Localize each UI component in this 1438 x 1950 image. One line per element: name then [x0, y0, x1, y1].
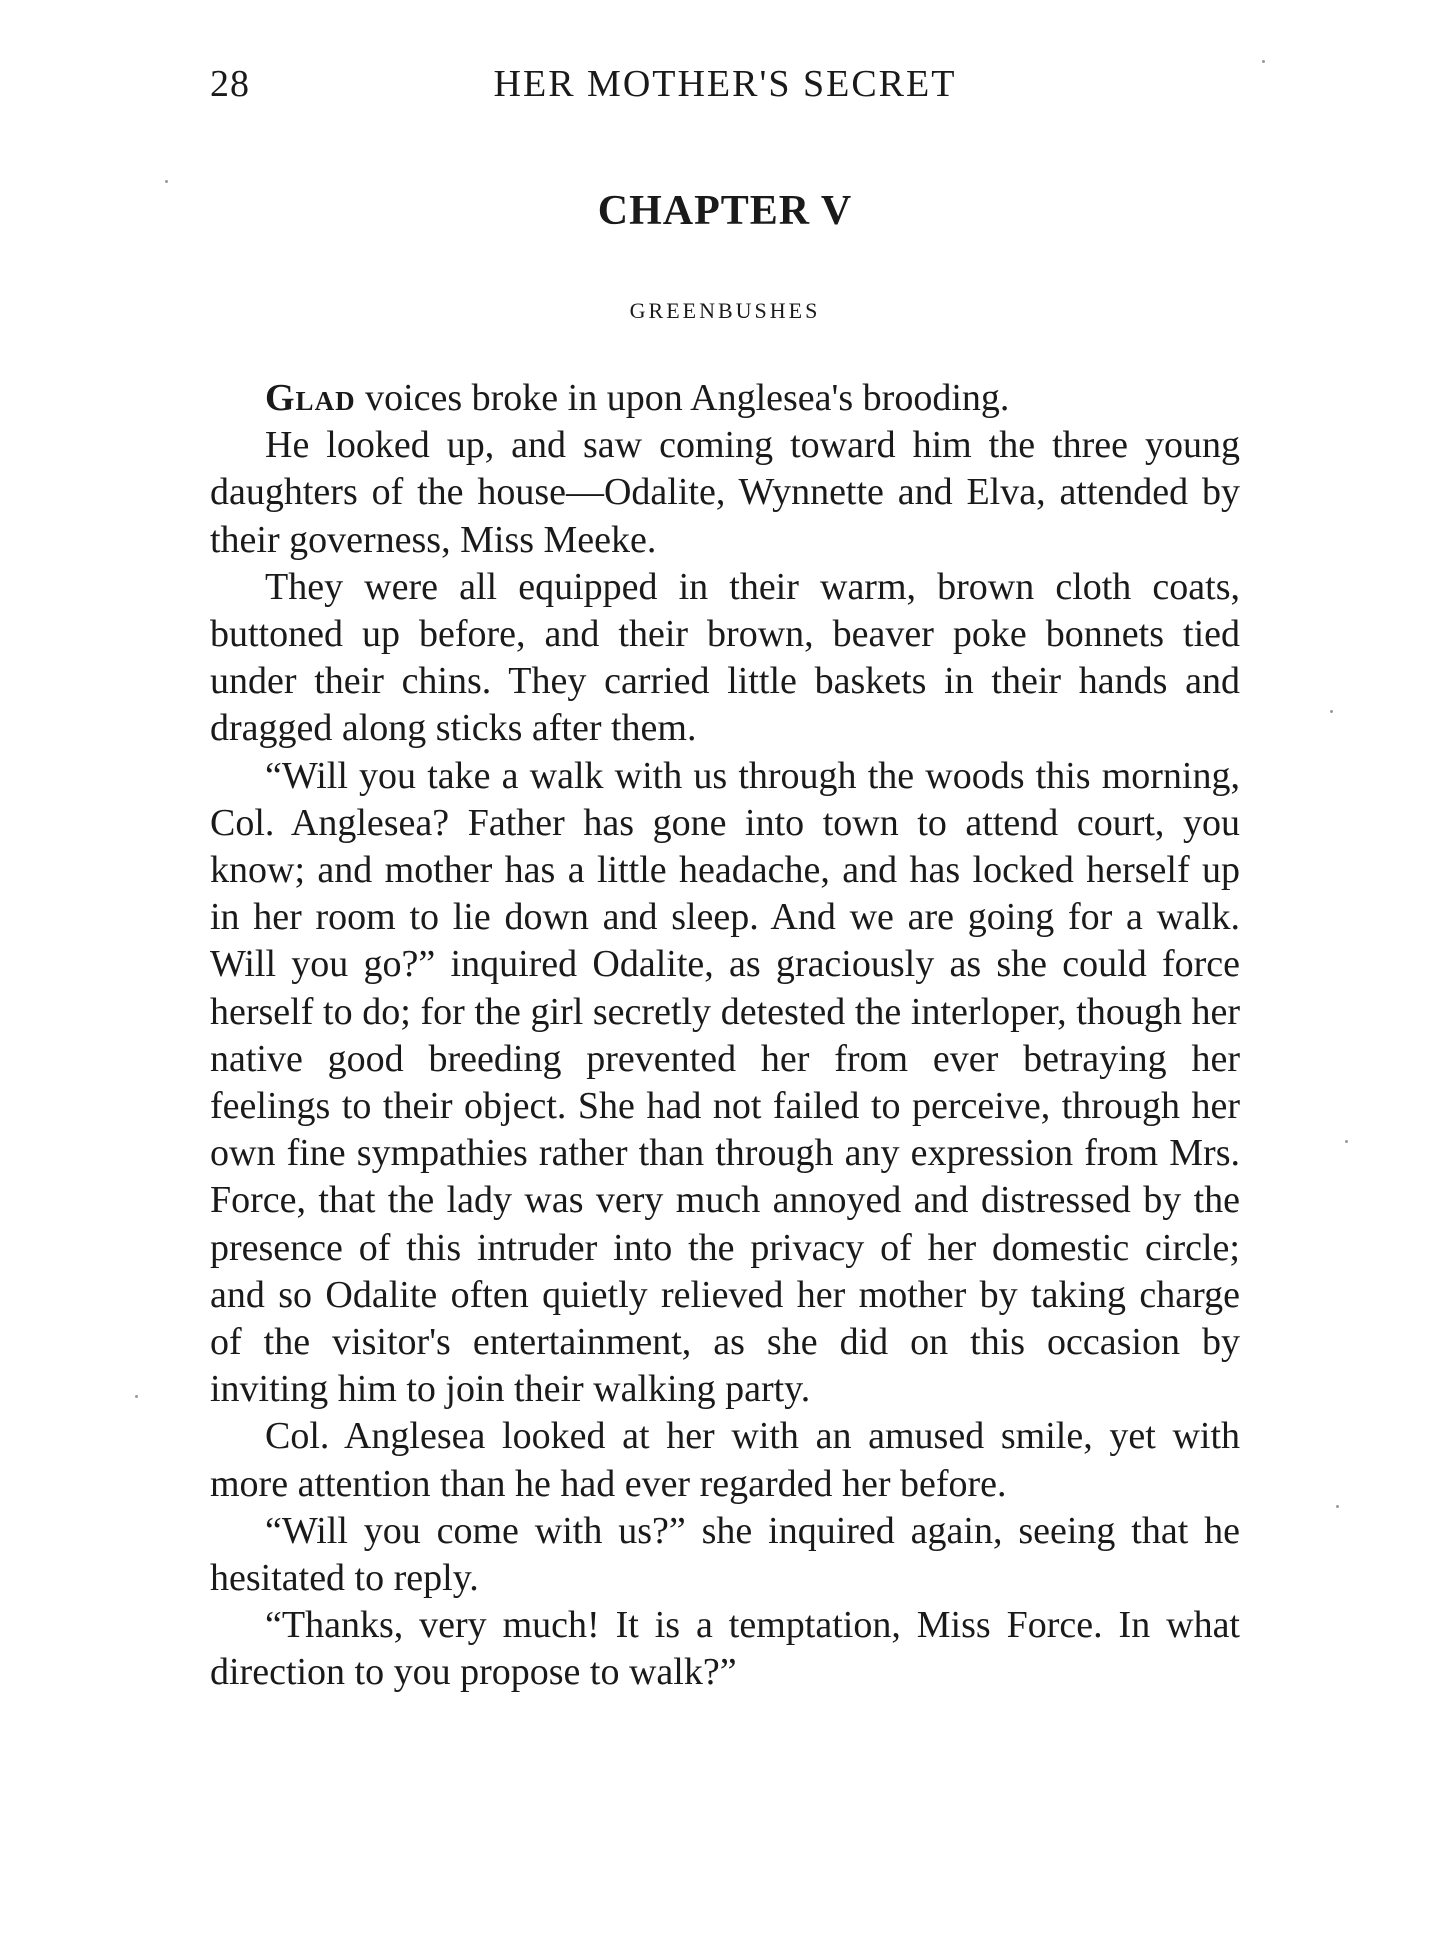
paragraph: “Will you come with us?” she inquired again, seeing that he hesitated to reply.: [210, 1509, 1240, 1600]
paragraph: “Thanks, very much! It is a temptation, Miss Force. In what direction to you propose to walk?”: [210, 1604, 1240, 1694]
scan-speck: [1336, 1505, 1339, 1508]
chapter-subtitle: GREENBUSHES: [629, 298, 821, 323]
paragraph: Col. Anglesea looked at her with an amused smile, yet with more attention than he had ever regarded her before.: [210, 1415, 1240, 1505]
scan-speck: [1330, 710, 1333, 713]
paragraph: “Will you take a walk with us through the woods this morning, Col. Anglesea? Father has gone into town to attend court, you know; and mother has a little headache, and has locked herself up in her room to lie down and sleep. And we are going for a walk. Will you go?” inquired Odalite, as graciously as she could force herself to do; for the girl secretly detested the interloper, though her native good breeding prevented her from ever betraying her feelings to their object. She had not failed to perceive, through her own fine sympathies rather than through any expression from Mrs. Force, that the lady was very much annoyed and distressed by the presence of this intruder into the privacy of her domestic circle; and so Odalite often quietly relieved her mother by taking charge of the visitor's entertainment, as she did on this occasion by inviting him to join their walking party.: [210, 754, 1240, 1411]
scan-speck: [1345, 1140, 1348, 1143]
scan-speck: [135, 1395, 138, 1398]
running-title: HER MOTHER'S SECRET: [493, 63, 957, 105]
running-head: [210, 62, 1240, 122]
body-text: [210, 375, 1240, 1697]
paragraph: [210, 375, 1240, 422]
paragraph-lead-word: Glad: [265, 377, 356, 419]
paragraph-text: voices broke in upon Anglesea's brooding.: [355, 377, 1010, 419]
scan-speck: [165, 180, 168, 183]
paragraph: They were all equipped in their warm, brown cloth coats, buttoned up before, and their brown, beaver poke bonnets tied under their chins. They carried little baskets in their hands and dragged along sticks after them.: [210, 565, 1240, 750]
page-number: 28: [210, 63, 250, 105]
paragraph: He looked up, and saw coming toward him the three young daughters of the house—Odalite, Wynnette and Elva, attended by their governess, Miss Meeke.: [210, 424, 1240, 561]
scan-speck: [1262, 60, 1265, 63]
chapter-title: CHAPTER V: [597, 188, 853, 234]
